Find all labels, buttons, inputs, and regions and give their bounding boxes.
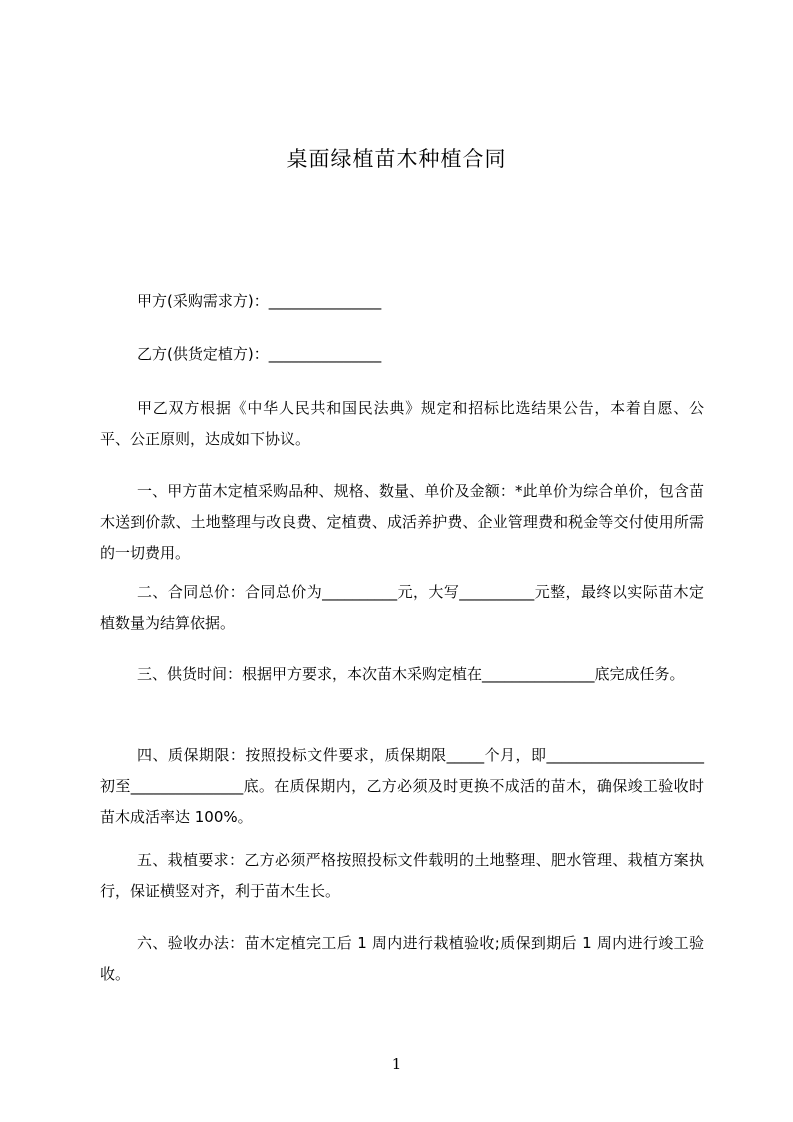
clause-6-paragraph: 六、验收办法：苗木定植完工后 1 周内进行栽植验收;质保到期后 1 周内进行竣工验收。 [100,934,704,983]
clause-4-paragraph: 四、质保期限：按照投标文件要求，质保期限_____个月，即_____________________初至_______________底。在质保期内，乙方必须及时更换不成活的苗木，确保竣工验收时苗木成活率达 100%。 [100,746,704,826]
preamble-paragraph: 甲乙双方根据《中华人民共和国民法典》规定和招标比选结果公告，本着自愿、公平、公正原则，达成如下协议。 [100,399,704,448]
clause-3-paragraph: 三、供货时间：根据甲方要求，本次苗木采购定植在_______________底完成任务。 [137,665,685,683]
page-title: 桌面绿植苗木种植合同 [286,147,507,171]
party-a-line: 甲方(采购需求方)：_______________ [137,292,382,310]
page-number: 1 [391,1055,402,1073]
clause-2-paragraph: 二、合同总价：合同总价为__________元，大写__________元整，最终以实际苗木定植数量为结算依据。 [100,583,704,632]
clause-5-paragraph: 五、栽植要求：乙方必须严格按照投标文件载明的土地整理、肥水管理、栽植方案执行，保证横竖对齐，利于苗木生长。 [100,851,704,900]
clause-1-paragraph: 一、甲方苗木定植采购品种、规格、数量、单价及金额：*此单价为综合单价，包含苗木送到价款、土地整理与改良费、定植费、成活养护费、企业管理费和税金等交付使用所需的一切费用。 [100,482,704,562]
party-b-line: 乙方(供货定植方)：_______________ [137,345,382,363]
